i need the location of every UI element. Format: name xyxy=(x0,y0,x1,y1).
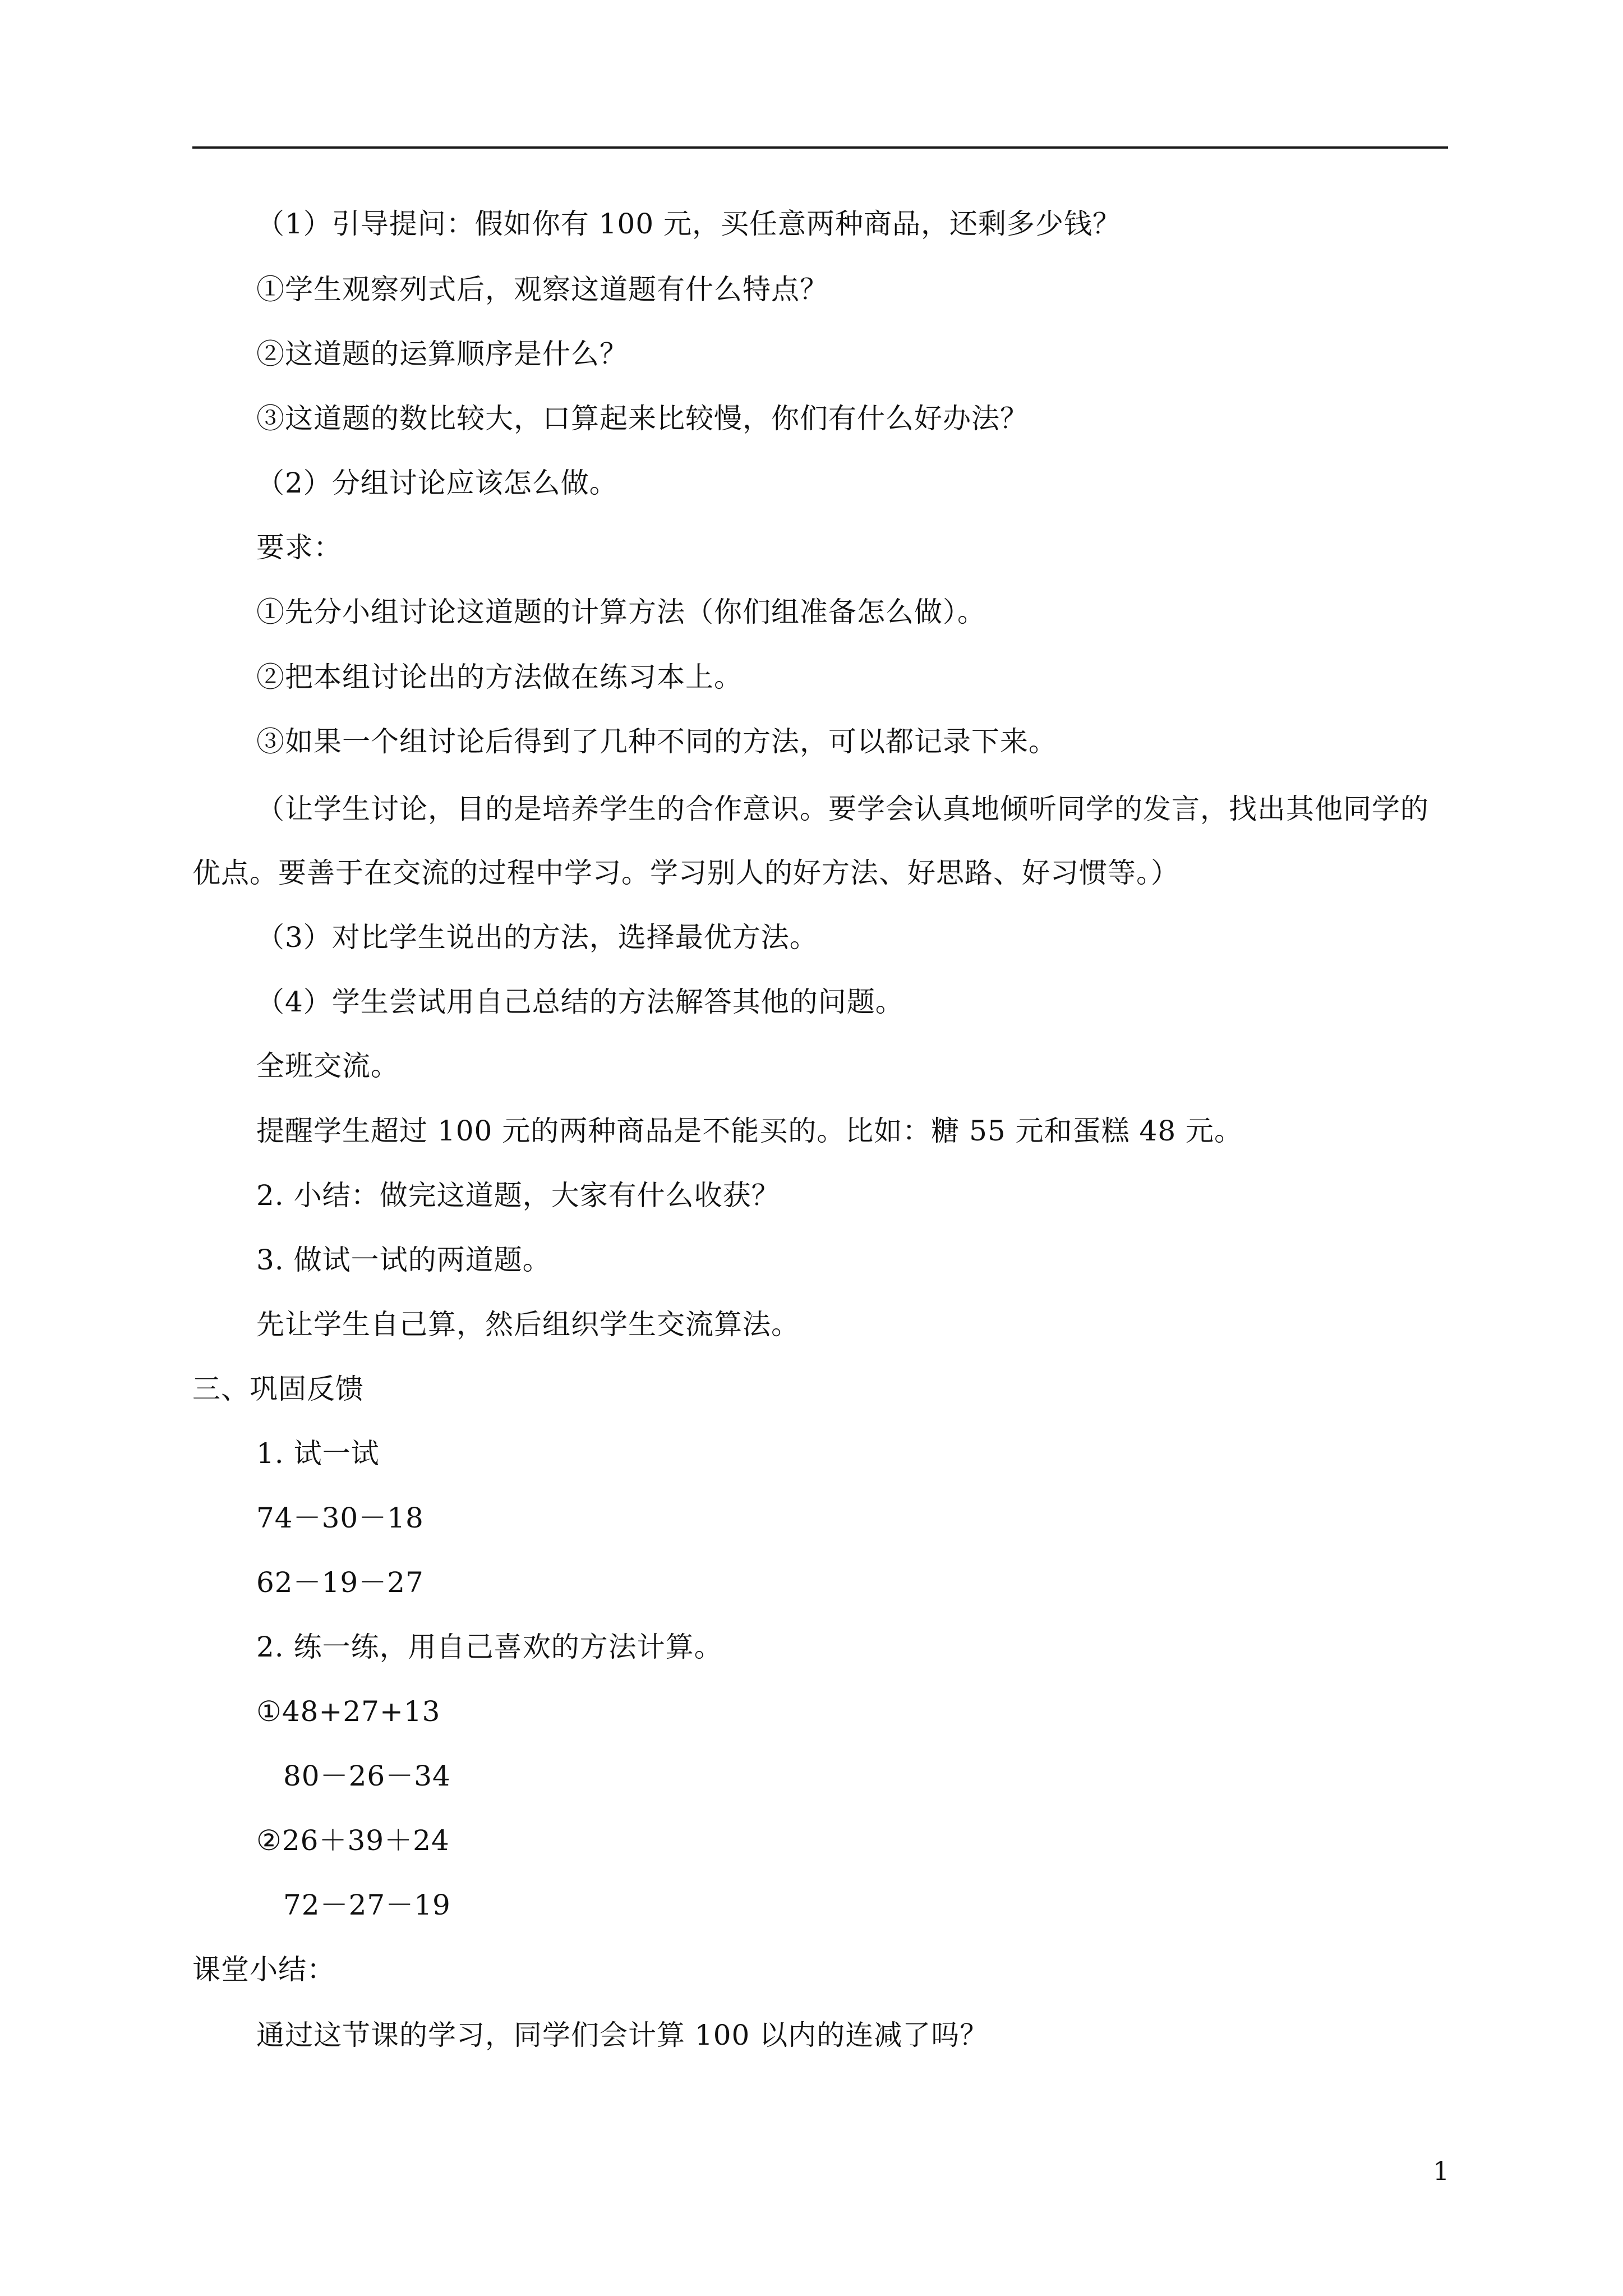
text-line: 提醒学生超过 100 元的两种商品是不能买的。比如：糖 55 元和蛋糕 48 元。 xyxy=(256,1115,1243,1147)
text-line: 优点。要善于在交流的过程中学习。学习别人的好方法、好思路、好习惯等。） xyxy=(192,857,1179,889)
text-line: 2. 小结：做完这道题，大家有什么收获？ xyxy=(256,1179,780,1212)
text-line: ①先分小组讨论这道题的计算方法（你们组准备怎么做）。 xyxy=(256,596,986,628)
text-line: 通过这节课的学习，同学们会计算 100 以内的连减了吗？ xyxy=(256,2019,989,2051)
text-line: 要求： xyxy=(256,531,342,564)
text-line: （4）学生尝试用自己总结的方法解答其他的问题。 xyxy=(256,986,904,1018)
section-heading: 课堂小结： xyxy=(192,1953,335,1986)
equation-line: 72－27－19 xyxy=(283,1889,451,1921)
page-number: 1 xyxy=(1433,2156,1450,2186)
equation-line: ①48+27+13 xyxy=(256,1695,441,1728)
text-line: 1. 试一试 xyxy=(256,1437,380,1470)
text-line: （2）分组讨论应该怎么做。 xyxy=(256,467,618,499)
header-rule xyxy=(192,146,1448,149)
text-line: ①学生观察列式后，观察这道题有什么特点？ xyxy=(256,273,828,306)
section-heading: 三、巩固反馈 xyxy=(192,1373,364,1405)
text-line: （让学生讨论，目的是培养学生的合作意识。要学会认真地倾听同学的发言，找出其他同学的 xyxy=(256,793,1429,825)
text-line: （3）对比学生说出的方法，选择最优方法。 xyxy=(256,921,818,954)
text-line: （1）引导提问：假如你有 100 元，买任意两种商品，还剩多少钱？ xyxy=(256,208,1122,240)
equation-line: ②26＋39＋24 xyxy=(256,1824,450,1857)
text-line: ②这道题的运算顺序是什么？ xyxy=(256,338,628,370)
text-line: ②把本组讨论出的方法做在练习本上。 xyxy=(256,661,743,693)
text-line: 2. 练一练，用自己喜欢的方法计算。 xyxy=(256,1631,723,1663)
text-line: 先让学生自己算，然后组织学生交流算法。 xyxy=(256,1308,800,1341)
text-line: ③如果一个组讨论后得到了几种不同的方法，可以都记录下来。 xyxy=(256,725,1057,758)
equation-line: 62－19－27 xyxy=(256,1566,424,1599)
equation-line: 80－26－34 xyxy=(283,1760,451,1792)
text-line: 3. 做试一试的两道题。 xyxy=(256,1244,551,1276)
text-line: 全班交流。 xyxy=(256,1050,399,1082)
text-line: ③这道题的数比较大，口算起来比较慢，你们有什么好办法？ xyxy=(256,402,1029,435)
equation-line: 74－30－18 xyxy=(256,1502,424,1534)
